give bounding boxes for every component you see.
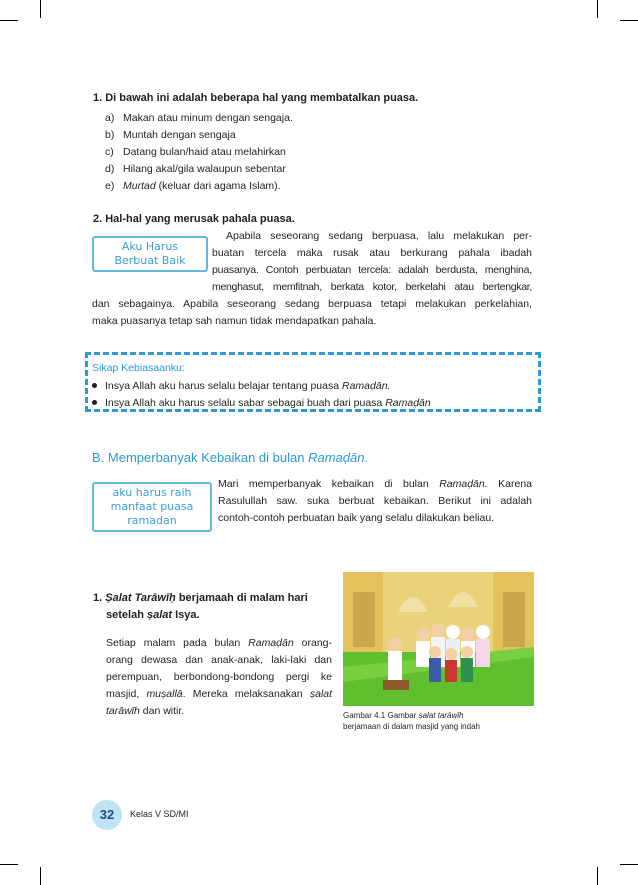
list-item: a) Makan atau minum dengan sengaja. [105,112,293,124]
mosque-prayer-illustration [343,572,534,706]
section2-para-full: dan sebagainya. Apabila seseorang sedang berpuasa tetapi melakukan perkelahian, maka puasanya tetap sah namun tidak mendapatkan pahala. [92,298,532,327]
section2-para-right: Apabila seseorang sedang berpuasa, lalu melakukan per- buatan tercela maka rusak atau berkurang pahala ibadah puasanya. Contoh perbuatan tercela: adalah berdusta, menghina, menghasut, memfitnah, berkata kotor, berkelahi atau bertengkar, [212,230,532,293]
sikap-label: Sikap Kebiasaanku: [92,362,185,374]
section1-list [105,110,405,195]
list-item: Insya Allah aku harus selalu sabar sebagai buah dari puasa Ramaḍān [88,395,431,412]
crop-mark [0,20,18,21]
item1-title: 1. Ṣalat Tarāwīḥ berjamaah di malam hari setelah ṣalat Isya. [93,592,308,621]
mosque-illustration-svg [343,572,534,706]
footer-text: Kelas V SD/MI [130,809,189,819]
tag-aku-harus-raih: aku harus raih manfaat puasa ramadan [92,482,212,532]
bullet-icon [92,400,97,405]
bullet-icon [92,383,97,388]
page-number: 32 [92,800,122,830]
tag-aku-harus-berbuat-baik: Aku Harus Berbuat Baik [92,236,208,272]
crop-mark [597,867,598,885]
list-item: e) Murtad (keluar dari agama Islam). [105,180,281,192]
crop-mark [40,867,41,885]
crop-mark [620,20,638,21]
section1-heading: 1. Di bawah ini adalah beberapa hal yang membatalkan puasa. [93,92,419,104]
section2-heading: 2. Hal-hal yang merusak pahala puasa. [93,213,295,225]
list-item: c) Datang bulan/haid atau melahirkan [105,146,286,158]
crop-mark [620,864,638,865]
list-item: Insya Allah aku harus selalu belajar tentang puasa Ramaḍān. [88,378,390,395]
crop-mark [0,864,18,865]
list-item: d) Hilang akal/gila walaupun sebentar [105,163,286,175]
list-item: b) Muntah dengan sengaja [105,129,236,141]
figure-caption: Gambar 4.1 Gambar ṣalat tarāwīh berjamaan di dalam masjid yang indah [343,711,480,731]
section-b-title: B. Memperbanyak Kebaikan di bulan Ramaḍān. [92,450,369,465]
crop-mark [40,0,41,18]
section-b-para: Mari memperbanyak kebaikan di bulan Ramaḍān. Karena Rasulullah saw. suka berbuat kebaikan. Berikut ini adalah contoh-contoh perbuatan baik yang selalu dilakukan beliau. [218,478,532,524]
crop-mark [597,0,598,18]
item1-body: Setiap malam pada bulan Ramaḍān orang- orang dewasa dan anak-anak, laki-laki dan perempuan, berbondong-bondong pergi ke masjid, muṣallā. Mereka melaksanakan ṣalat tarāwīh dan witir. [106,637,332,717]
